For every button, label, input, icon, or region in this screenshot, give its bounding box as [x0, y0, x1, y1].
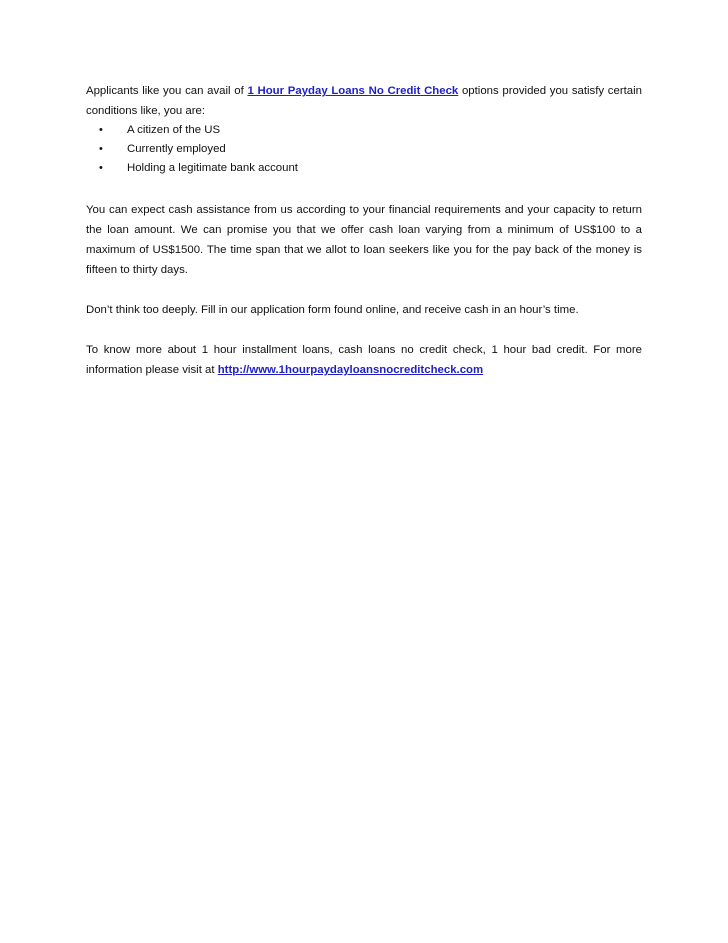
intro-text-before-link: Applicants like you can avail of	[86, 85, 248, 97]
paragraph-more-info	[86, 340, 642, 380]
payday-loans-link[interactable]: 1 Hour Payday Loans No Credit Check	[247, 85, 459, 97]
spacer	[86, 320, 642, 340]
intro-text-after-link: options provided you satisfy certain	[458, 85, 642, 97]
website-link[interactable]: http://www.1hourpaydayloansnocreditcheck.com	[217, 364, 484, 376]
spacer	[86, 280, 642, 300]
list-item	[86, 159, 642, 178]
list-item-label: Currently employed	[127, 143, 226, 155]
paragraph-apply: Don’t think too deeply. Fill in our application form found online, and receive cash in an hour’s time.	[86, 304, 579, 316]
intro-line-2: conditions like, you are:	[86, 105, 206, 117]
list-item	[86, 121, 642, 140]
conditions-list	[86, 121, 642, 178]
paragraph-loan-terms: You can expect cash assistance from us according to your financial requirements and your capacity to return the loan amount. We can promise you that we offer cash loan varying from a minimum of US$100 to a maximum of US$1500. The time span that we allot to loan seekers like you for the pay back of the money is fifteen to thirty days.	[86, 204, 642, 276]
bullet-icon: •	[99, 162, 103, 174]
list-item-label: Holding a legitimate bank account	[127, 162, 298, 174]
list-item	[86, 140, 642, 159]
paragraph-intro	[86, 81, 642, 121]
spacer	[86, 178, 642, 198]
bullet-icon: •	[99, 124, 103, 136]
more-info-text: To know more about 1 hour installment loans, cash loans no credit check, 1 hour bad credit. For more information please visit at	[86, 344, 642, 376]
intro-line-1	[86, 81, 642, 101]
document-page	[86, 81, 642, 380]
list-item-label: A citizen of the US	[127, 124, 221, 136]
bullet-icon: •	[99, 143, 103, 155]
